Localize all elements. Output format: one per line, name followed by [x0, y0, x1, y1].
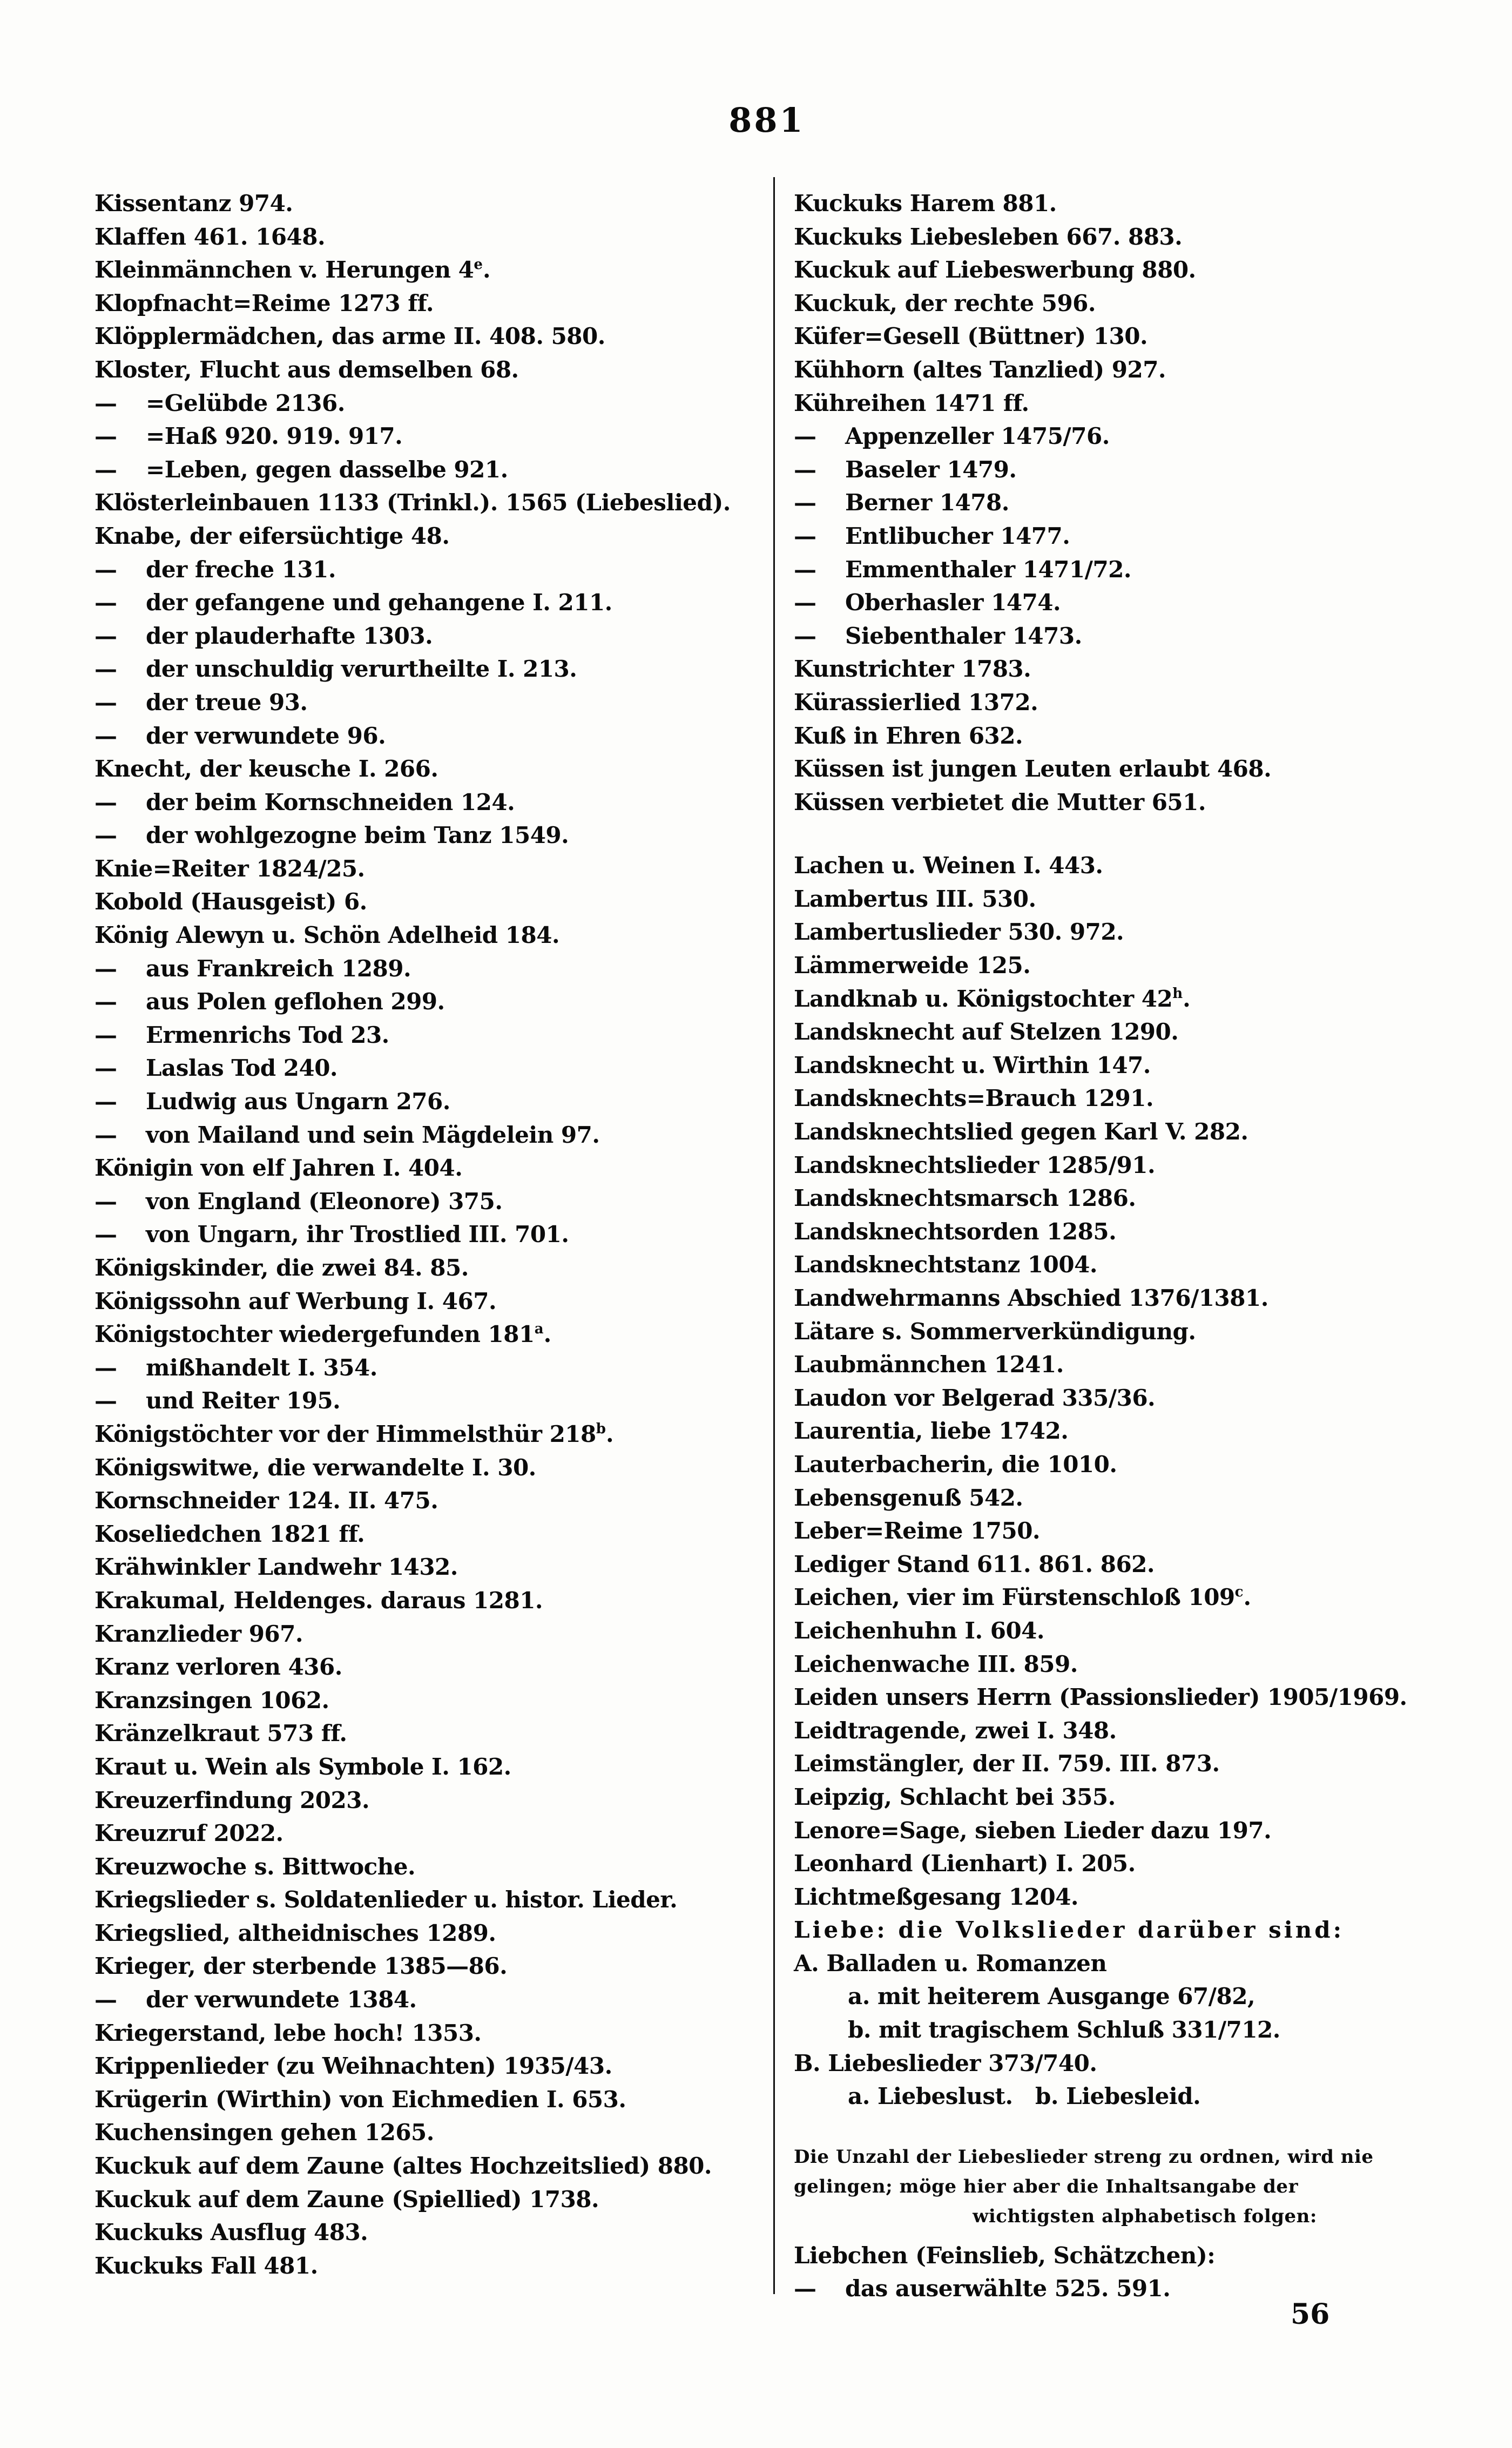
index-entry [94, 1617, 770, 1651]
index-entry [94, 520, 770, 553]
index-entry [94, 2083, 770, 2116]
entry-dash: — [94, 1088, 117, 1115]
index-entry [794, 752, 1496, 786]
entry-text: Krieger, der sterbende 1385—86. [94, 1953, 508, 1980]
index-entry [94, 1684, 770, 1717]
entry-text: =Haß 920. 919. 917. [146, 423, 403, 450]
entry-dash: — [794, 556, 816, 583]
index-entry [794, 2172, 1496, 2202]
index-entry [94, 1584, 770, 1617]
index-entry [94, 2116, 770, 2149]
entry-dash: — [94, 1986, 117, 2013]
entry-text: Knabe, der eifersüchtige 48. [94, 522, 450, 549]
index-entry [794, 1781, 1496, 1814]
index-entry [794, 1648, 1496, 1681]
entry-text: Knecht, der keusche I. 266. [94, 756, 438, 783]
index-entry [94, 1151, 770, 1185]
entry-text: Landsknechtsorden 1285. [794, 1218, 1117, 1245]
index-entry [794, 1847, 1496, 1880]
entry-text: wichtigsten alphabetisch folgen: [973, 2205, 1317, 2227]
index-entry [794, 1814, 1496, 1847]
index-entry [794, 1947, 1496, 1980]
entry-text: Kuckuk, der rechte 596. [794, 289, 1096, 316]
entry-dash: — [94, 423, 117, 450]
index-entry [94, 652, 770, 686]
entry-text: Königskinder, die zwei 84. 85. [94, 1255, 469, 1281]
entry-text: aus Polen geflohen 299. [146, 988, 445, 1015]
entry-dash: — [94, 589, 117, 616]
index-entry [794, 1049, 1496, 1082]
entry-dash: — [794, 622, 816, 649]
entry-text: Appenzeller 1475/76. [845, 423, 1110, 450]
entry-text: Kuckuk auf dem Zaune (Spiellied) 1738. [94, 2186, 599, 2213]
index-entry [94, 2049, 770, 2083]
index-entry [94, 885, 770, 919]
index-entry [794, 1880, 1496, 1914]
entry-text: aus Frankreich 1289. [146, 955, 411, 982]
index-entry [794, 619, 1496, 653]
entry-text: das auserwählte 525. 591. [845, 2275, 1171, 2302]
entry-text-tail: . [543, 1321, 551, 1348]
entry-dash: — [794, 489, 816, 516]
index-entry [94, 2149, 770, 2183]
index-entry [794, 1381, 1496, 1415]
entry-text: Kissentanz 974. [94, 190, 293, 217]
index-entry [94, 1717, 770, 1750]
entry-text: der verwundete 96. [146, 722, 386, 749]
entry-text: der gefangene und gehangene I. 211. [146, 589, 612, 616]
index-entry [794, 1115, 1496, 1149]
entry-text: Kobold (Hausgeist) 6. [94, 888, 367, 915]
entry-text: Lätare s. Sommerverkündigung. [794, 1318, 1196, 1345]
page-number: 881 [728, 100, 805, 140]
index-entry [794, 1481, 1496, 1515]
entry-text: Klopfnacht=Reime 1273 ff. [94, 289, 434, 316]
index-entry [94, 1218, 770, 1251]
index-entry [794, 949, 1496, 982]
entry-text: Landsknechtsmarsch 1286. [794, 1185, 1136, 1212]
entry-text-tail: . [605, 1420, 614, 1447]
entry-text: a. Liebeslust. b. Liebesleid. [848, 2083, 1201, 2110]
entry-superscript: c [1234, 1584, 1244, 1601]
entry-text: Leidtragende, zwei I. 348. [794, 1717, 1117, 1744]
index-entry [94, 1085, 770, 1118]
entry-text: Kleinmännchen v. Herungen 4 [94, 257, 474, 284]
index-entry [94, 353, 770, 387]
entry-dash: — [94, 722, 117, 749]
entry-text: Lichtmeßgesang 1204. [794, 1883, 1079, 1910]
entry-dash: — [94, 1021, 117, 1048]
index-entry [794, 982, 1496, 1016]
index-entry [794, 2047, 1496, 2080]
entry-text: Küssen verbietet die Mutter 651. [794, 788, 1206, 815]
index-entry [94, 1518, 770, 1551]
entry-text: A. Balladen u. Romanzen [794, 1950, 1107, 1977]
entry-text: Landknab u. Königstochter 42 [794, 985, 1173, 1012]
index-entry [794, 1414, 1496, 1448]
index-entry [94, 2183, 770, 2216]
index-entry [794, 1548, 1496, 1581]
index-entry [94, 320, 770, 353]
entry-text: B. Liebeslieder 373/740. [794, 2049, 1097, 2076]
entry-text: von Ungarn, ihr Trostlied III. 701. [146, 1221, 569, 1248]
index-entry [94, 786, 770, 819]
entry-dash: — [794, 423, 816, 450]
entry-dash: — [94, 456, 117, 483]
entry-text: Liebe: die Volkslieder darüber sind: [794, 1917, 1345, 1944]
index-entry [794, 253, 1496, 287]
entry-text: der wohlgezogne beim Tanz 1549. [146, 822, 569, 849]
index-entry [794, 553, 1496, 586]
entry-text: Lediger Stand 611. 861. 862. [794, 1550, 1155, 1577]
entry-text: Leber=Reime 1750. [794, 1518, 1041, 1545]
entry-dash: — [94, 1055, 117, 1082]
entry-text: Kuckuks Ausflug 483. [94, 2219, 368, 2246]
index-entry [794, 1082, 1496, 1115]
index-entry [794, 486, 1496, 520]
index-entry [794, 287, 1496, 320]
index-entry [794, 1448, 1496, 1481]
entry-text: Knie=Reiter 1824/25. [94, 855, 365, 882]
entry-text: Landsknechtstanz 1004. [794, 1251, 1097, 1278]
index-entry [794, 520, 1496, 553]
index-entry [94, 1051, 770, 1085]
entry-dash: — [94, 1387, 117, 1414]
index-entry [794, 2202, 1496, 2231]
entry-text: Klaffen 461. 1648. [94, 223, 326, 250]
entry-text: Königin von elf Jahren I. 404. [94, 1155, 463, 1182]
entry-superscript: a [534, 1321, 544, 1338]
index-entry [94, 420, 770, 453]
index-entry [794, 1149, 1496, 1182]
entry-text: der beim Kornschneiden 124. [146, 788, 515, 815]
index-entry [94, 2249, 770, 2283]
index-entry [94, 1850, 770, 1884]
entry-text: Leiden unsers Herrn (Passionslieder) 1905/1969. [794, 1684, 1407, 1711]
index-entry [94, 686, 770, 719]
index-entry [794, 915, 1496, 949]
index-entry [794, 1182, 1496, 1215]
entry-text: Leichenwache III. 859. [794, 1650, 1078, 1677]
index-entry [794, 187, 1496, 220]
entry-text: Kürassierlied 1372. [794, 689, 1038, 716]
index-entry [94, 1418, 770, 1451]
entry-text: Kuckuks Harem 881. [794, 190, 1057, 217]
entry-text: Lenore=Sage, sieben Lieder dazu 197. [794, 1817, 1272, 1844]
entry-text: Die Unzahl der Liebeslieder streng zu ordnen, wird nie [794, 2146, 1374, 2168]
index-entry [94, 1883, 770, 1917]
entry-text: Laurentia, liebe 1742. [794, 1418, 1069, 1445]
entry-text: Ermenrichs Tod 23. [146, 1021, 389, 1048]
entry-text-tail: . [482, 257, 491, 284]
entry-text: Kriegerstand, lebe hoch! 1353. [94, 2019, 482, 2046]
entry-dash: — [94, 1188, 117, 1215]
index-entry [94, 1484, 770, 1518]
entry-text: b. mit tragischem Schluß 331/712. [848, 2017, 1280, 2044]
index-entry [94, 752, 770, 786]
index-entry [794, 2272, 1496, 2305]
index-entry [94, 619, 770, 653]
index-entry [94, 387, 770, 420]
index-entry [94, 952, 770, 986]
entry-text: Siebenthaler 1473. [845, 622, 1082, 649]
entry-text: Lambertuslieder 530. 972. [794, 919, 1124, 946]
entry-text: Kreuzruf 2022. [94, 1820, 284, 1847]
index-entry [94, 1285, 770, 1318]
index-entry [794, 1514, 1496, 1548]
entry-dash: — [94, 955, 117, 982]
entry-text: Königstochter wiedergefunden 181 [94, 1321, 535, 1348]
index-entry [94, 1318, 770, 1351]
index-entry [94, 1251, 770, 1285]
entry-text: Küfer=Gesell (Büttner) 130. [794, 323, 1148, 350]
entry-text: Kuchensingen gehen 1265. [94, 2119, 434, 2146]
entry-dash: — [94, 1354, 117, 1381]
index-entry [94, 819, 770, 852]
entry-dash: — [94, 622, 117, 649]
entry-text: Landsknechtslied gegen Karl V. 282. [794, 1118, 1248, 1145]
entry-text: Küssen ist jungen Leuten erlaubt 468. [794, 756, 1272, 783]
entry-text: Liebchen (Feinslieb, Schätzchen): [794, 2242, 1216, 2269]
index-entry [94, 985, 770, 1019]
entry-text: Kraut u. Wein als Symbole I. 162. [94, 1753, 511, 1780]
index-entry [94, 919, 770, 952]
index-entry [794, 2239, 1496, 2272]
entry-text: Kuckuks Fall 481. [94, 2252, 318, 2279]
entry-text: Kühreihen 1471 ff. [794, 389, 1029, 416]
entry-dash: — [94, 389, 117, 416]
entry-text: der treue 93. [146, 689, 308, 716]
entry-text: Lämmerweide 125. [794, 952, 1031, 979]
entry-text: Königswitwe, die verwandelte I. 30. [94, 1454, 536, 1481]
index-entry [794, 686, 1496, 719]
entry-text: mißhandelt I. 354. [146, 1354, 377, 1381]
entry-text: Leonhard (Lienhart) I. 205. [794, 1850, 1136, 1877]
index-entry [794, 2080, 1496, 2113]
index-entry [94, 1351, 770, 1385]
index-entry [94, 1118, 770, 1152]
index-column-left [94, 187, 770, 2282]
index-entry [94, 2017, 770, 2050]
index-entry [794, 453, 1496, 487]
entry-text: Leipzig, Schlacht bei 355. [794, 1783, 1116, 1810]
entry-text: Kühhorn (altes Tanzlied) 927. [794, 356, 1166, 383]
entry-text: Königssohn auf Werbung I. 467. [94, 1287, 497, 1314]
entry-text: König Alewyn u. Schön Adelheid 184. [94, 922, 560, 949]
entry-text: Kuß in Ehren 632. [794, 722, 1023, 749]
entry-text: Baseler 1479. [845, 456, 1017, 483]
index-entry [794, 1581, 1496, 1614]
entry-text: a. mit heiterem Ausgange 67/82, [848, 1983, 1256, 2010]
entry-text: Kunstrichter 1783. [794, 656, 1031, 683]
entry-text: Koseliedchen 1821 ff. [94, 1520, 365, 1547]
index-entry [94, 1384, 770, 1418]
entry-dash: — [794, 522, 816, 549]
entry-text: Leichenhuhn I. 604. [794, 1617, 1045, 1644]
entry-text: Kriegslieder s. Soldatenlieder u. histor. Lieder. [94, 1886, 678, 1913]
entry-text: Kuckuks Liebesleben 667. 883. [794, 223, 1183, 250]
index-entry [94, 486, 770, 520]
index-entry [94, 1019, 770, 1052]
index-entry [94, 287, 770, 320]
entry-text: von Mailand und sein Mägdelein 97. [146, 1121, 600, 1148]
entry-text: Kloster, Flucht aus demselben 68. [94, 356, 519, 383]
entry-text: Kornschneider 124. II. 475. [94, 1487, 438, 1514]
index-entry [94, 220, 770, 254]
entry-text: Landsknecht auf Stelzen 1290. [794, 1019, 1179, 1046]
entry-text: Laslas Tod 240. [146, 1055, 338, 1082]
entry-text: Laubmännchen 1241. [794, 1351, 1064, 1378]
entry-text: Klöpplermädchen, das arme II. 408. 580. [94, 323, 605, 350]
entry-text-tail: . [1243, 1584, 1251, 1611]
entry-text: Kreuzwoche s. Bittwoche. [94, 1853, 416, 1880]
index-entry [94, 1185, 770, 1218]
entry-text: der verwundete 1384. [146, 1986, 417, 2013]
index-entry [794, 2142, 1496, 2172]
entry-text: Kranzlieder 967. [94, 1620, 303, 1647]
index-entry [794, 387, 1496, 420]
index-entry [794, 652, 1496, 686]
entry-text: Königstöchter vor der Himmelsthür 218 [94, 1420, 596, 1447]
index-entry [794, 882, 1496, 916]
entry-text: Leichen, vier im Fürstenschloß 109 [794, 1584, 1235, 1611]
entry-text: Krähwinkler Landwehr 1432. [94, 1554, 458, 1581]
entry-dash: — [94, 822, 117, 849]
index-entry [94, 1784, 770, 1817]
index-entry [94, 187, 770, 220]
index-entry [94, 1750, 770, 1784]
index-entry [794, 353, 1496, 387]
index-entry [94, 852, 770, 886]
index-entry [94, 553, 770, 586]
entry-text: Kuckuk auf Liebeswerbung 880. [794, 257, 1196, 284]
index-entry [94, 253, 770, 287]
entry-text: Lachen u. Weinen I. 443. [794, 852, 1103, 879]
entry-text: gelingen; möge hier aber die Inhaltsangabe der [794, 2175, 1298, 2197]
entry-text: Lauterbacherin, die 1010. [794, 1451, 1117, 1478]
index-entry [794, 1747, 1496, 1781]
entry-text: Krakumal, Heldenges. daraus 1281. [94, 1587, 543, 1614]
entry-dash: — [94, 656, 117, 683]
entry-text: Kreuzerfindung 2023. [94, 1786, 370, 1813]
index-entry [794, 1282, 1496, 1315]
index-entry [794, 1913, 1496, 1947]
index-entry [794, 320, 1496, 353]
entry-text: Landsknechts=Brauch 1291. [794, 1085, 1154, 1112]
entry-text: Klösterleinbauen 1133 (Trinkl.). 1565 (Liebeslied). [94, 489, 731, 516]
column-divider [773, 177, 775, 2294]
entry-text: Berner 1478. [845, 489, 1009, 516]
index-entry [94, 1817, 770, 1850]
entry-text: Kränzelkraut 573 ff. [94, 1720, 347, 1747]
index-entry [794, 1348, 1496, 1381]
index-entry [794, 420, 1496, 453]
index-entry [794, 1015, 1496, 1049]
index-entry [94, 586, 770, 619]
index-entry [794, 719, 1496, 753]
entry-dash: — [94, 988, 117, 1015]
entry-text: Landwehrmanns Abschied 1376/1381. [794, 1285, 1268, 1311]
entry-text: Kriegslied, altheidnisches 1289. [94, 1919, 496, 1946]
entry-text: Kuckuk auf dem Zaune (altes Hochzeitslied) 880. [94, 2153, 712, 2180]
entry-text: der freche 131. [146, 556, 336, 583]
entry-text: der plauderhafte 1303. [146, 622, 433, 649]
signature-mark: 56 [1291, 2298, 1330, 2331]
index-column-right [794, 187, 1496, 2305]
entry-text: Krippenlieder (zu Weihnachten) 1935/43. [94, 2053, 612, 2080]
entry-superscript: h [1172, 985, 1183, 1002]
entry-text: Lebensgenuß 542. [794, 1484, 1023, 1511]
entry-text: Ludwig aus Ungarn 276. [146, 1088, 450, 1115]
entry-text: Entlibucher 1477. [845, 522, 1070, 549]
entry-dash: — [94, 1221, 117, 1248]
entry-text: Lambertus III. 530. [794, 885, 1036, 912]
index-entry [94, 453, 770, 487]
entry-dash: — [94, 788, 117, 815]
entry-text: Oberhasler 1474. [845, 589, 1061, 616]
entry-text: Kranz verloren 436. [94, 1654, 342, 1681]
index-entry [794, 1215, 1496, 1249]
index-entry [794, 1614, 1496, 1648]
entry-dash: — [94, 689, 117, 716]
entry-superscript: b [596, 1420, 606, 1437]
entry-dash: — [794, 589, 816, 616]
entry-text: Kranzsingen 1062. [94, 1687, 329, 1714]
index-entry [94, 1550, 770, 1584]
index-entry [94, 719, 770, 753]
entry-text: Landsknecht u. Wirthin 147. [794, 1051, 1151, 1078]
entry-text: =Leben, gegen dasselbe 921. [146, 456, 508, 483]
index-entry [94, 1917, 770, 1950]
entry-text: Krügerin (Wirthin) von Eichmedien I. 653. [94, 2086, 626, 2113]
entry-text: von England (Eleonore) 375. [146, 1188, 503, 1215]
entry-text: Landsknechtslieder 1285/91. [794, 1151, 1156, 1178]
entry-text: =Gelübde 2136. [146, 389, 345, 416]
entry-text: Laudon vor Belgerad 335/36. [794, 1384, 1156, 1411]
entry-dash: — [794, 2275, 816, 2302]
entry-text-tail: . [1183, 985, 1191, 1012]
index-entry [794, 1315, 1496, 1348]
index-entry [94, 1983, 770, 2017]
entry-dash: — [794, 456, 816, 483]
index-entry [94, 1451, 770, 1485]
index-entry [94, 1650, 770, 1684]
entry-text: der unschuldig verurtheilte I. 213. [146, 656, 577, 683]
index-entry [94, 1950, 770, 1983]
index-entry [794, 1980, 1496, 2013]
entry-text: und Reiter 195. [146, 1387, 341, 1414]
entry-superscript: e [474, 257, 483, 273]
index-entry [794, 2013, 1496, 2047]
entry-dash: — [94, 556, 117, 583]
entry-text: Leimstängler, der II. 759. III. 873. [794, 1750, 1220, 1777]
index-entry [794, 849, 1496, 882]
index-entry [794, 1248, 1496, 1282]
index-entry [794, 786, 1496, 819]
index-entry [94, 2216, 770, 2249]
index-entry [794, 1681, 1496, 1714]
index-entry [794, 220, 1496, 254]
entry-dash: — [94, 1121, 117, 1148]
entry-text: Emmenthaler 1471/72. [845, 556, 1132, 583]
index-entry [794, 586, 1496, 619]
index-entry [794, 1714, 1496, 1748]
